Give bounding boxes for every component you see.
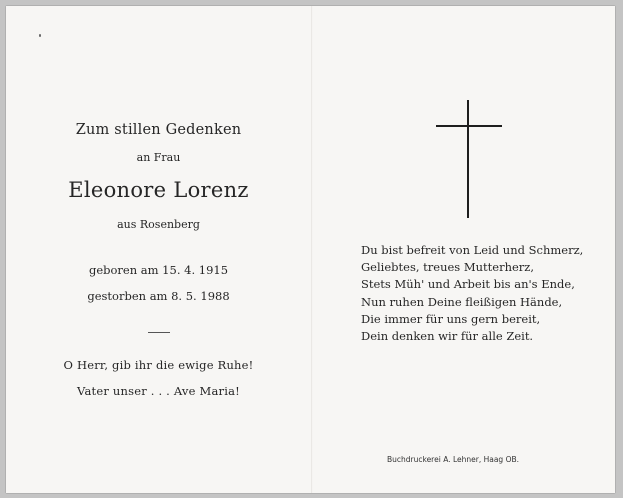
poem-line-4: Nun ruhen Deine fleißigen Hände, bbox=[361, 294, 563, 309]
right-page bbox=[313, 6, 615, 493]
printer-imprint: Buchdruckerei A. Lehner, Haag OB. bbox=[387, 455, 519, 464]
memorial-poem bbox=[361, 242, 611, 345]
divider-line bbox=[148, 332, 170, 333]
birth-date: geboren am 15. 4. 1915 bbox=[88, 263, 229, 277]
origin-place: aus Rosenberg bbox=[117, 218, 200, 231]
left-page bbox=[6, 6, 311, 493]
death-date: gestorben am 8. 5. 1988 bbox=[87, 289, 230, 303]
poem-line-3: Stets Müh' und Arbeit bis an's Ende, bbox=[361, 277, 575, 292]
poem-line-2: Geliebtes, treues Mutterherz, bbox=[361, 260, 534, 275]
poem-line-6: Dein denken wir für alle Zeit. bbox=[361, 329, 534, 344]
memorial-heading: Zum stillen Gedenken bbox=[75, 122, 242, 138]
salutation: an Frau bbox=[136, 151, 181, 164]
memorial-card bbox=[6, 6, 615, 493]
prayer-line-2: Vater unser . . . Ave Maria! bbox=[77, 384, 240, 398]
poem-line-5: Die immer für uns gern bereit, bbox=[361, 311, 541, 326]
poem-line-1: Du bist befreit von Leid und Schmerz, bbox=[361, 243, 584, 257]
deceased-name: Eleonore Lorenz bbox=[68, 178, 249, 202]
latin-cross-icon bbox=[436, 100, 502, 218]
prayer-line-1: O Herr, gib ihr die ewige Ruhe! bbox=[63, 358, 254, 372]
